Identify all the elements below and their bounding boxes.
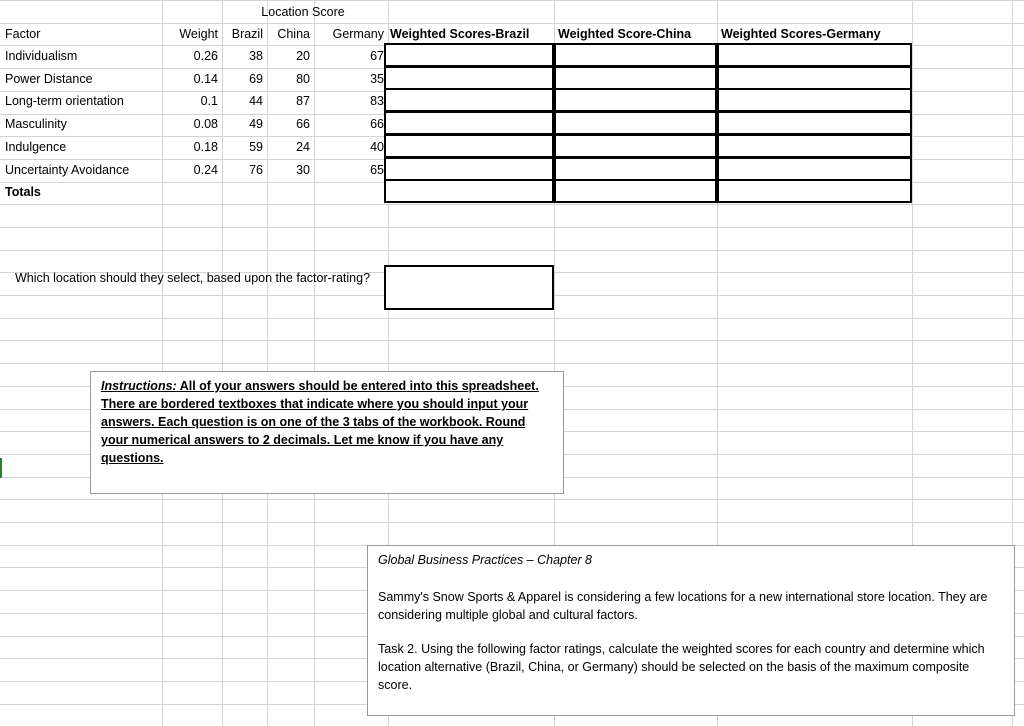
totals-label[interactable]: Totals	[5, 185, 41, 199]
total-brazil-input[interactable]	[384, 179, 554, 203]
weighted-brazil-input[interactable]	[384, 88, 554, 112]
weight-header[interactable]: Weight	[179, 27, 218, 41]
brazil-header[interactable]: Brazil	[231, 27, 263, 41]
weighted-germany-input[interactable]	[717, 43, 912, 67]
weighted-china-input[interactable]	[554, 134, 717, 158]
instructions-lead: Instructions:	[101, 379, 177, 393]
instructions-text	[101, 377, 553, 467]
location-score-header[interactable]: Location Score	[261, 5, 345, 19]
cell-brazil[interactable]: 69	[249, 72, 263, 86]
total-china-input[interactable]	[554, 179, 717, 203]
task-heading: Global Business Practices – Chapter 8	[378, 553, 592, 567]
cell-germany[interactable]: 66	[370, 117, 384, 131]
weighted-germany-input[interactable]	[717, 157, 912, 181]
cell-china[interactable]: 24	[296, 140, 310, 154]
weighted-brazil-input[interactable]	[384, 111, 554, 135]
cell-germany[interactable]: 67	[370, 49, 384, 63]
cell-factor[interactable]: Indulgence	[5, 140, 67, 154]
cell-germany[interactable]: 40	[370, 140, 384, 154]
cell-china[interactable]: 20	[296, 49, 310, 63]
weighted-china-input[interactable]	[554, 111, 717, 135]
weighted-brazil-header[interactable]: Weighted Scores-Brazil	[390, 27, 530, 41]
instructions-body: All of your answers should be entered into this spreadsheet. There are bordered textboxes that indicate where you should input your answers. Each question is on one of the 3 tabs of the workbook. Round your numerical answers to 2 decimals. Let me know if you have any questions.	[101, 379, 539, 465]
cell-brazil[interactable]: 49	[249, 117, 263, 131]
weighted-germany-input[interactable]	[717, 111, 912, 135]
cell-weight[interactable]: 0.24	[193, 163, 218, 177]
weighted-brazil-input[interactable]	[384, 134, 554, 158]
cell-factor[interactable]: Individualism	[5, 49, 78, 63]
cell-china[interactable]: 66	[296, 117, 310, 131]
factor-header[interactable]: Factor	[5, 27, 41, 41]
weighted-germany-header[interactable]: Weighted Scores-Germany	[721, 27, 881, 41]
total-germany-input[interactable]	[717, 179, 912, 203]
weighted-brazil-input[interactable]	[384, 157, 554, 181]
cell-weight[interactable]: 0.08	[193, 117, 218, 131]
cell-weight[interactable]: 0.26	[193, 49, 218, 63]
cell-factor[interactable]: Masculinity	[5, 117, 67, 131]
task-textbox[interactable]	[367, 545, 1015, 716]
weighted-brazil-input[interactable]	[384, 66, 554, 90]
cell-china[interactable]: 87	[296, 94, 310, 108]
cell-weight[interactable]: 0.1	[200, 94, 218, 108]
cell-germany[interactable]: 35	[370, 72, 384, 86]
cell-brazil[interactable]: 76	[249, 163, 263, 177]
cell-brazil[interactable]: 44	[249, 94, 263, 108]
instructions-textbox[interactable]	[90, 371, 564, 494]
weighted-china-input[interactable]	[554, 43, 717, 67]
cell-brazil[interactable]: 38	[249, 49, 263, 63]
cell-factor[interactable]: Long-term orientation	[5, 94, 124, 108]
weighted-china-input[interactable]	[554, 157, 717, 181]
weighted-brazil-input[interactable]	[384, 43, 554, 67]
cell-china[interactable]: 80	[296, 72, 310, 86]
cell-germany[interactable]: 65	[370, 163, 384, 177]
cell-factor[interactable]: Power Distance	[5, 72, 93, 86]
cell-china[interactable]: 30	[296, 163, 310, 177]
task-para-1: Sammy's Snow Sports & Apparel is considering a few locations for a new international store location. They are considering multiple global and cultural factors.	[378, 590, 988, 622]
task-para-2: Task 2. Using the following factor ratings, calculate the weighted scores for each country and determine which location alternative (Brazil, China, or Germany) should be selected on the basis of the maximum composite score.	[378, 642, 985, 692]
weighted-germany-input[interactable]	[717, 88, 912, 112]
cell-weight[interactable]: 0.14	[193, 72, 218, 86]
cell-brazil[interactable]: 59	[249, 140, 263, 154]
location-answer-box[interactable]	[384, 265, 554, 310]
location-question: Which location should they select, based upon the factor-rating?	[14, 271, 371, 285]
cell-germany[interactable]: 83	[370, 94, 384, 108]
china-header[interactable]: China	[277, 27, 310, 41]
germany-header[interactable]: Germany	[332, 27, 384, 41]
weighted-china-input[interactable]	[554, 66, 717, 90]
weighted-china-header[interactable]: Weighted Score-China	[558, 27, 692, 41]
cell-factor[interactable]: Uncertainty Avoidance	[5, 163, 130, 177]
weighted-germany-input[interactable]	[717, 134, 912, 158]
weighted-china-input[interactable]	[554, 88, 717, 112]
cell-weight[interactable]: 0.18	[193, 140, 218, 154]
weighted-germany-input[interactable]	[717, 66, 912, 90]
